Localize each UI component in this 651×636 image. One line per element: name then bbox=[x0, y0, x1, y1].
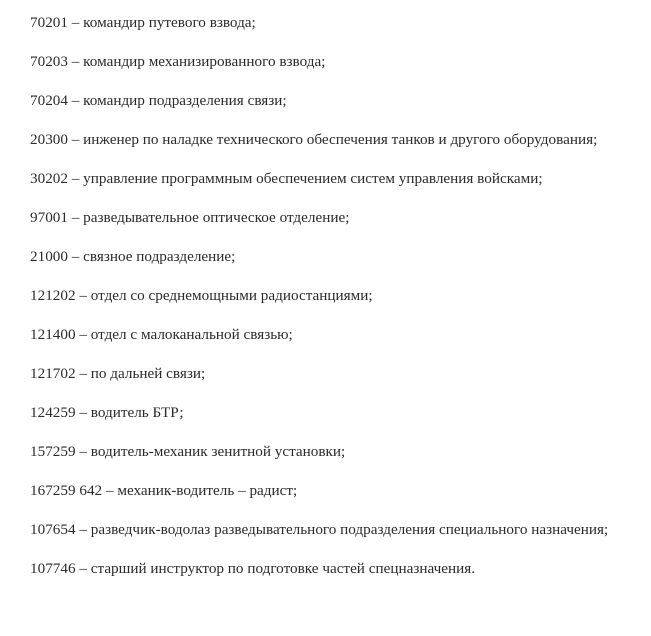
list-item: 167259 642 – механик-водитель – радист; bbox=[30, 482, 298, 499]
list-item: 124259 – водитель БТР; bbox=[30, 404, 184, 421]
document-body bbox=[30, 13, 630, 598]
list-item: 20300 – инженер по наладке технического обеспечения танков и другого оборудования; bbox=[30, 131, 598, 148]
list-item: 97001 – разведывательное оптическое отделение; bbox=[30, 209, 350, 226]
list-item: 70203 – командир механизированного взвода; bbox=[30, 53, 326, 70]
list-item: 107746 – старший инструктор по подготовке частей спецназначения. bbox=[30, 560, 476, 577]
list-item: 70201 – командир путевого взвода; bbox=[30, 14, 256, 31]
list-item: 121702 – по дальней связи; bbox=[30, 365, 206, 382]
list-item: 121202 – отдел со среднемощными радиостанциями; bbox=[30, 287, 373, 304]
list-item: 30202 – управление программным обеспечением систем управления войсками; bbox=[30, 170, 543, 187]
list-item: 157259 – водитель-механик зенитной установки; bbox=[30, 443, 346, 460]
list-item: 107654 – разведчик-водолаз разведывательного подразделения специального назначения; bbox=[30, 521, 609, 538]
list-item: 70204 – командир подразделения связи; bbox=[30, 92, 287, 109]
list-item: 121400 – отдел с малоканальной связью; bbox=[30, 326, 293, 343]
list-item: 21000 – связное подразделение; bbox=[30, 248, 236, 265]
